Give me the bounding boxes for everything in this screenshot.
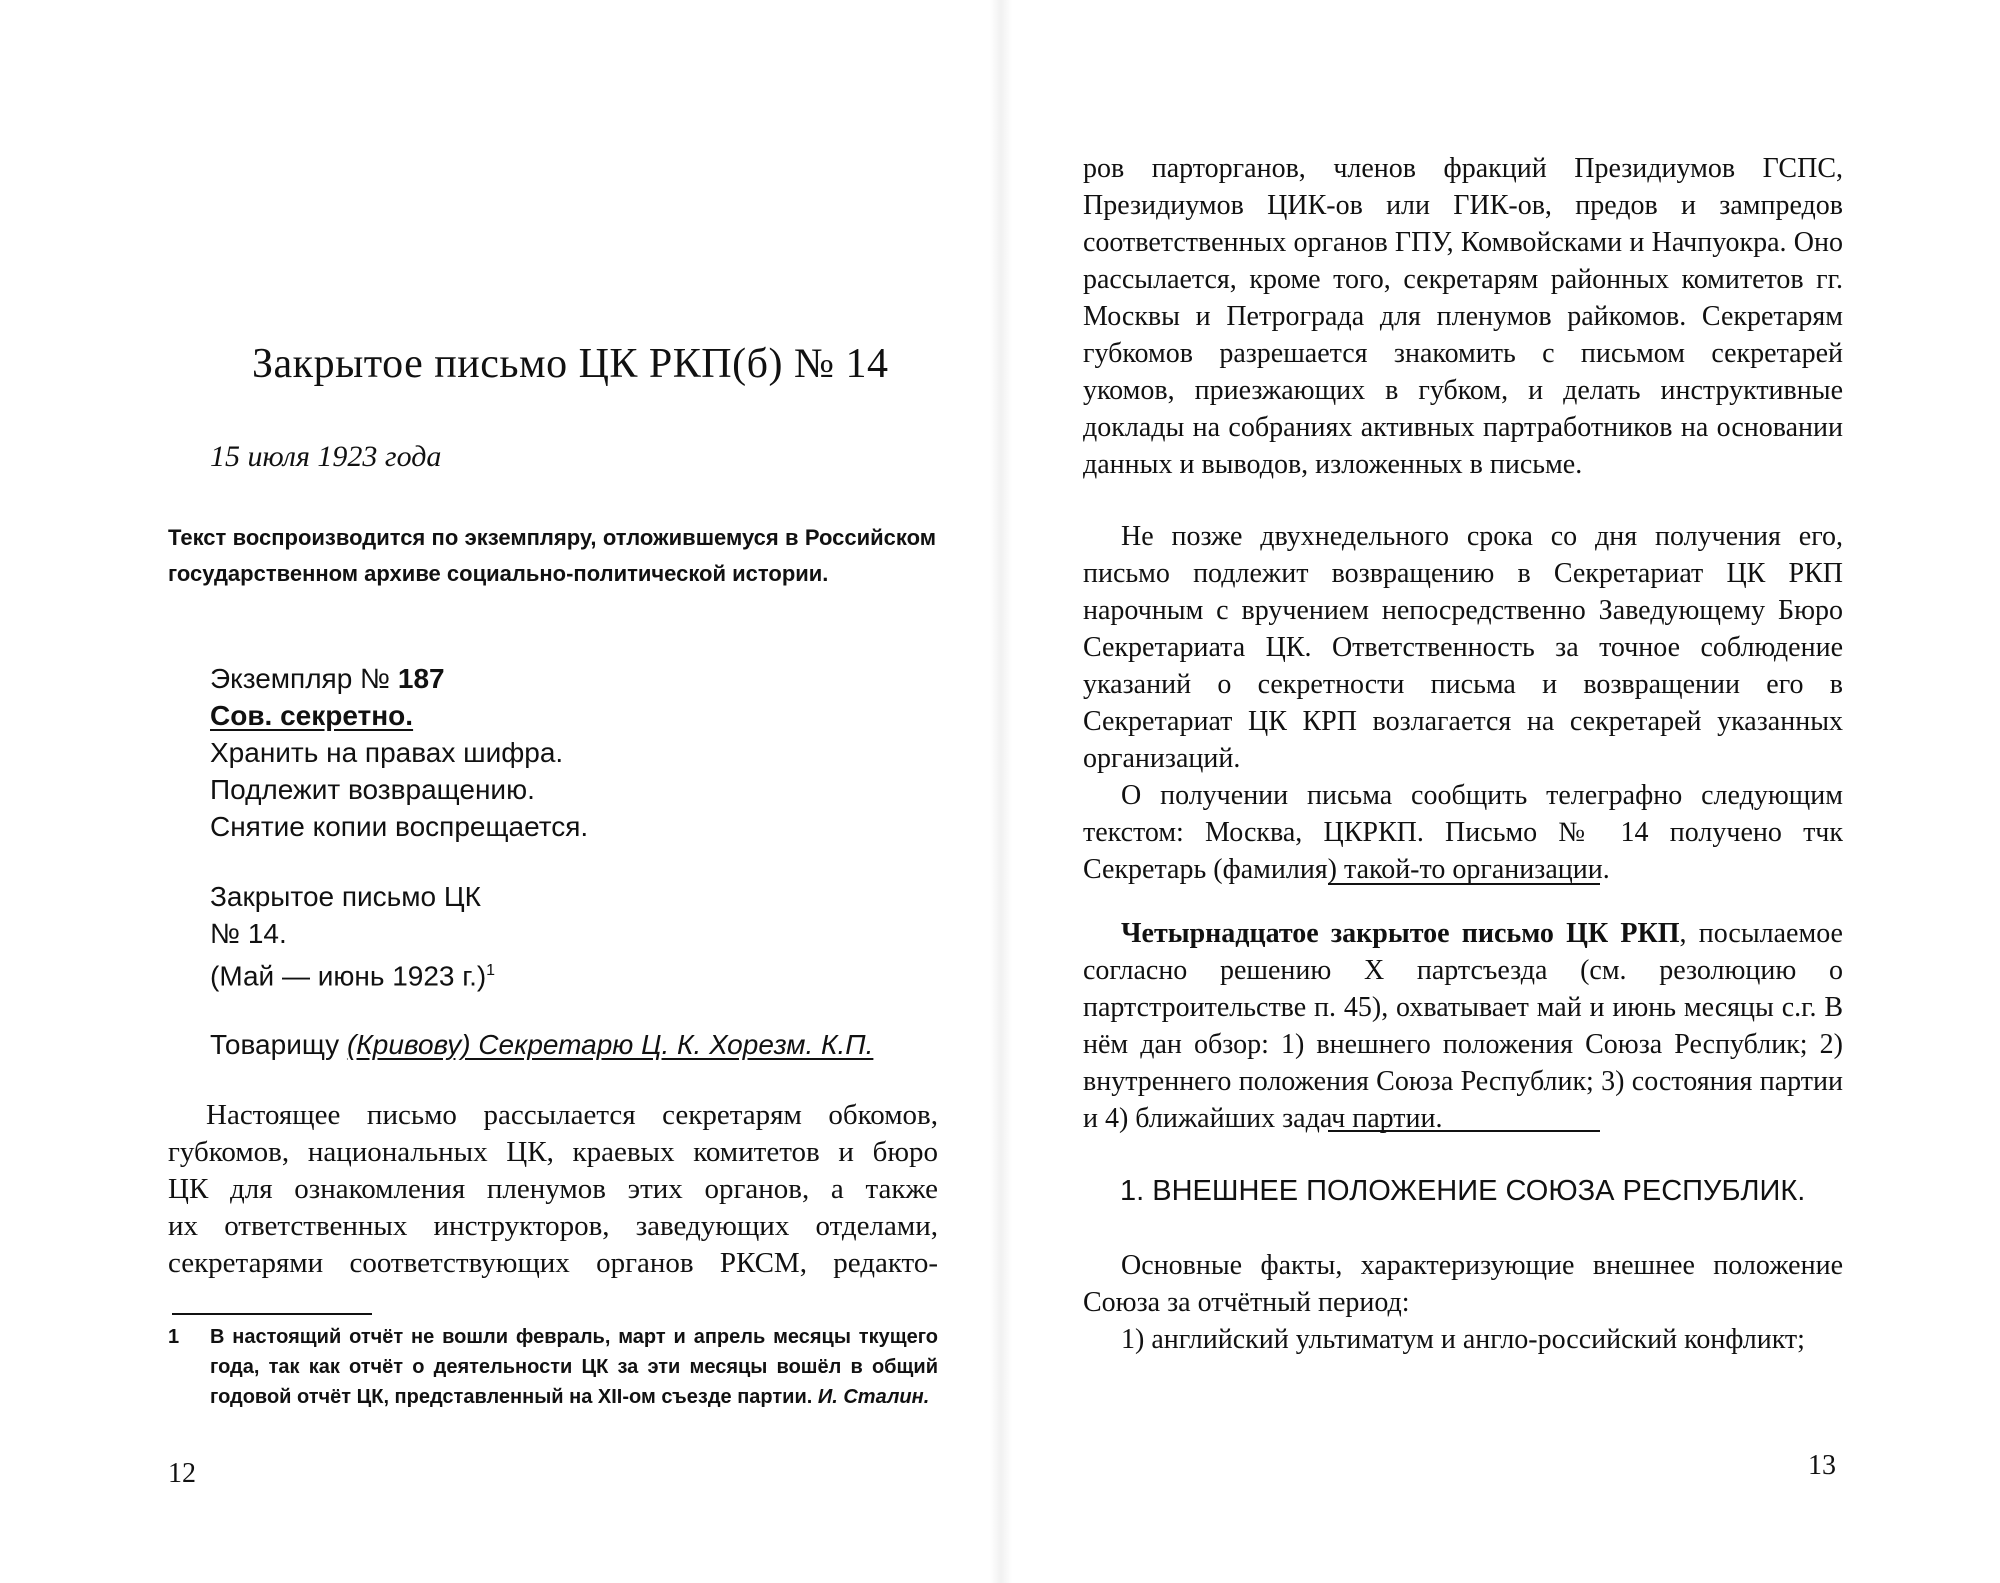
copy-line	[210, 660, 588, 697]
footnote	[168, 1322, 938, 1412]
footnote-divider	[172, 1313, 372, 1315]
body-line: Настоящее письмо рассылается секретарям обкомов,	[206, 1099, 938, 1131]
footnote-text: В настоящий отчёт не вошли февраль, март и апрель месяцы ткущего года, так как отчёт о деятельности ЦК за эти месяцы вошёл в общий годовой отчёт ЦК, представленный на XII-ом съезде партии.	[210, 1326, 938, 1408]
footnote-marker: 1	[486, 962, 496, 979]
section-divider	[1328, 1130, 1600, 1132]
body-line: ЦК для ознакомления пленумов этих органов, а также	[168, 1173, 938, 1205]
section-divider	[1328, 883, 1600, 885]
letter-number: № 14.	[210, 918, 287, 949]
letter-id-block	[210, 878, 495, 994]
secret-label: Сов. секретно.	[210, 700, 414, 731]
document-header-block	[210, 660, 588, 845]
editorial-note: Текст воспроизводится по экземпляру, отложившемуся в Российском государственном архиве социально-политической истории.	[168, 525, 936, 586]
section-heading: 1. ВНЕШНЕЕ ПОЛОЖЕНИЕ СОЮЗА РЕСПУБЛИК.	[1120, 1175, 1806, 1207]
secret-stamp	[210, 697, 588, 734]
right-paragraph-return: Не позже двухнедельного срока со дня получения его, письмо подлежит возвращению в Секретариат ЦК РКП нарочным с вручением непосредственно Заведующему Бюро Секретариата ЦК. Ответственность за точное соблюдение указаний о секретности письма и возвращении его в Секретариат ЦК КРП возлагается на секретарей указанных организаций.	[1083, 521, 1843, 774]
addressee-prefix: Товарищу	[210, 1029, 347, 1060]
instruction-line: Подлежит возвращению.	[210, 774, 535, 805]
instruction-line: Снятие копии воспрещается.	[210, 811, 589, 842]
page-title: Закрытое письмо ЦК РКП(б) № 14	[252, 341, 889, 387]
body-line: их ответственных инструкторов, заведующих отделами,	[168, 1210, 938, 1242]
addressee-handwritten: (Кривову) Секретарю Ц. К. Хорезм. К.П.	[346, 1029, 874, 1060]
letter-label: Закрытое письмо ЦК	[210, 881, 481, 912]
page-number-left: 12	[168, 1458, 196, 1489]
letter-period	[210, 952, 495, 994]
right-paragraph-facts: Основные факты, характеризующие внешнее положение Союза за отчётный период:	[1083, 1250, 1843, 1318]
summary-text: , посылаемое согласно решению X партсъезда (см. резолюцию о партстроительстве п. 45), охватывает май и июнь месяцы с.г. В нём дан обзор: 1) внешнего положения Союза Республик; 2) внутреннего положения Союза Республик; 3) состояния партии и 4) ближайших задач партии.	[1083, 918, 1843, 1134]
footnote-number: 1	[168, 1326, 180, 1348]
copy-label: Экземпляр №	[210, 663, 398, 694]
footnote-body	[210, 1322, 938, 1412]
body-line: секретарями соответствующих органов РКСМ, редакто-	[168, 1247, 938, 1279]
right-paragraph-summary	[1083, 915, 1843, 1137]
footnote-author: И. Сталин.	[817, 1386, 930, 1408]
right-paragraph-item: 1) английский ультиматум и англо-российский конфликт;	[1121, 1324, 1805, 1355]
period-text: (Май — июнь 1923 г.)	[210, 960, 487, 992]
book-gutter	[990, 0, 1012, 1583]
page-number-right: 13	[1808, 1450, 1836, 1481]
right-paragraph-telegraph: О получении письма сообщить телеграфно следующим текстом: Москва, ЦКРКП. Письмо № 14 получено тчк Секретарь (фамилия) такой-то организации.	[1083, 780, 1843, 885]
document-date: 15 июля 1923 года	[210, 440, 442, 473]
instruction-line: Хранить на правах шифра.	[210, 737, 564, 768]
right-paragraph-continued: ров парторганов, членов фракций Президиумов ГСПС, Президиумов ЦИК-ов или ГИК-ов, предов и зампредов соответственных органов ГПУ, Комвойсками и Начпуокра. Оно рассылается, кроме того, секретарям районных комитетов гг. Москвы и Петрограда для пленумов райкомов. Секретарям губкомов разрешается знакомить с письмом секретарей укомов, приезжающих в губком, и делать инструктивные доклады на собраниях активных партработников на основании данных и выводов, изложенных в письме.	[1083, 153, 1843, 480]
body-line: губкомов, национальных ЦК, краевых комитетов и бюро	[168, 1136, 938, 1168]
summary-bold-title: Четырнадцатое закрытое письмо ЦК РКП	[1121, 918, 1680, 949]
copy-number: 187	[397, 663, 445, 694]
left-body-text	[168, 1097, 938, 1282]
addressee-line	[210, 1026, 873, 1063]
